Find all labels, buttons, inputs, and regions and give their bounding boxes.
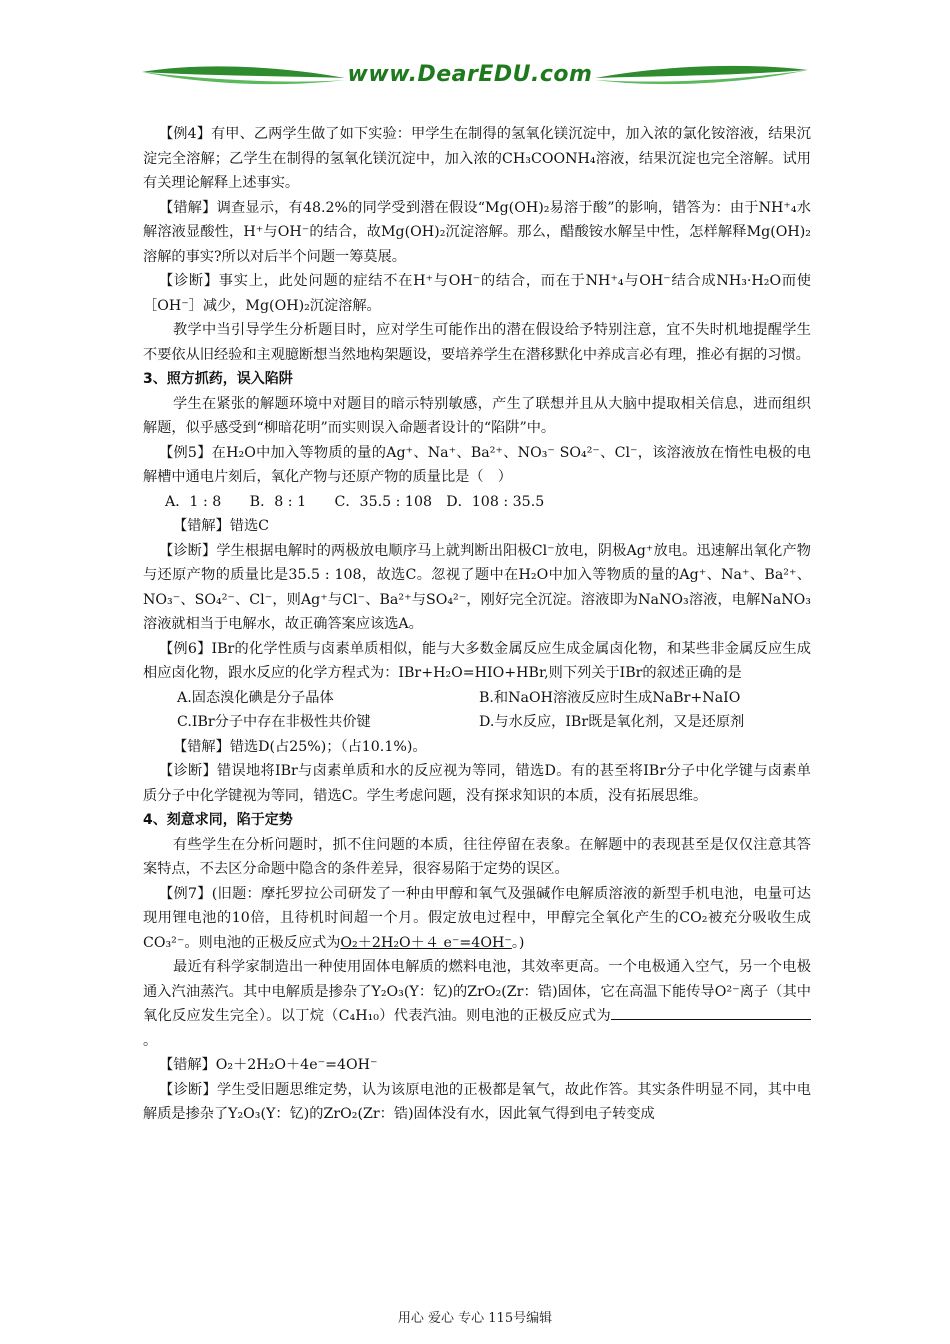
example-6-option-b: B.和NaOH溶液反应时生成NaBr+NaIO [479, 689, 741, 706]
example-7-question-text: 【例7】(旧题：摩托罗拉公司研发了一种由甲醇和氧气及强碱作电解质溶液的新型手机电池，电量可达现用锂电池的10倍，且待机时间超一个月。假定放电过程中，甲醇完全氧化产生的CO₂被充分吸收生成CO₃²⁻。则电池的正极反应式为 [143, 885, 811, 951]
example-6-option-c: C.IBr分子中存在非极性共价键 [177, 714, 371, 730]
answer-blank[interactable] [611, 1005, 811, 1020]
section-3-text: 学生在紧张的解题环境中对题目的暗示特别敏感，产生了联想并且从大脑中提取相关信息，进而组织解题，似乎感受到“柳暗花明”而实则误入命题者设计的“陷阱”中。 [143, 395, 811, 436]
example-6-diagnosis: 【诊断】错误地将IBr与卤素单质和水的反应视为等同，错选D。有的甚至将IBr分子中化学键与卤素单质分子中化学键视为等同，错选C。学生考虑问题，没有探求知识的本质，没有拓展思维。 [143, 763, 811, 804]
example-4-wrong-answer: 【错解】调查显示，有48.2%的同学受到潜在假设“Mg(OH)₂易溶于酸”的影响，错答为：由于NH⁺₄水解溶液显酸性，H⁺与OH⁻的结合，故Mg(OH)₂沉淀溶解。那么，醋酸铵水解呈中性，怎样解释Mg(OH)₂溶解的事实?所以对后半个问题一筹莫展。 [143, 199, 811, 265]
site-logo-text: www.DearEDU.com [347, 62, 593, 87]
example-4-question: 【例4】有甲、乙两学生做了如下实验：甲学生在制得的氢氧化镁沉淀中，加入浓的氯化铵溶液，结果沉淀完全溶解；乙学生在制得的氢氧化镁沉淀中，加入浓的CH₃COONH₄溶液，结果沉淀也完全溶解。试用有关理论解释上述事实。 [143, 126, 811, 191]
teaching-note: 教学中当引导学生分析题目时，应对学生可能作出的潜在假设给予特别注意，宜不失时机地提醒学生不要依从旧经验和主观臆断想当然地构架题设，要培养学生在潜移默化中养成言必有理，推必有据的习惯。 [143, 322, 811, 363]
example-6-options-row-1 [143, 686, 811, 711]
example-7-new-question-text: 最近有科学家制造出一种使用固体电解质的燃料电池，其效率更高。一个电极通入空气，另一个电极通入汽油蒸汽。其中电解质是掺杂了Y₂O₃(Y：钇)的ZrO₂(Zr：锆)固体，它在高温下能传导O²⁻离子（其中氧化反应发生完全）。以丁烷（C₄H₁₀）代表汽油。则电池的正极反应式为 [143, 959, 811, 1024]
example-7-new-question-end: 。 [143, 1032, 158, 1049]
example-6-option-d: D.与水反应，IBr既是氧化剂，又是还原剂 [479, 714, 745, 730]
example-6-options-row-2 [143, 710, 811, 735]
example-6-option-a: A.固态溴化碘是分子晶体 [177, 689, 334, 706]
example-5-question: 【例5】在H₂O中加入等物质的量的Ag⁺、Na⁺、Ba²⁺、NO₃⁻ SO₄²⁻、Cl⁻，该溶液放在惰性电极的电解槽中通电片刻后，氧化产物与还原产物的质量比是（ ） [143, 444, 811, 485]
section-3-title: 3、照方抓药，误入陷阱 [143, 371, 293, 387]
example-5-wrong-answer: 【错解】错选C [173, 518, 269, 534]
example-7-question [143, 882, 811, 956]
section-4-title: 4、刻意求同，陷于定势 [143, 812, 293, 828]
example-5-options: A．1 : 8 B．8 : 1 C．35.5 : 108 D．108 : 35.5 [165, 493, 545, 510]
section-4-text: 有些学生在分析问题时，抓不住问题的本质，往往停留在表象。在解题中的表现甚至是仅仅注意其答案特点，不去区分命题中隐含的条件差异，很容易陷于定势的误区。 [143, 836, 811, 877]
example-7-question-end: 。) [511, 934, 525, 951]
example-7-answer: O₂＋2H₂O＋４ e⁻=4OH⁻ [340, 934, 512, 951]
document-body [143, 122, 811, 1127]
example-7-wrong-answer: 【错解】O₂＋2H₂O＋4e⁻=4OH⁻ [159, 1057, 378, 1073]
example-6-wrong-answer: 【错解】错选D(占25%)；（占10.1%)。 [173, 738, 427, 755]
example-4-diagnosis: 【诊断】事实上，此处问题的症结不在H⁺与OH⁻的结合，而在于NH⁺₄与OH⁻结合成NH₃·H₂O而使［OH⁻］减少，Mg(OH)₂沉淀溶解。 [143, 273, 811, 314]
page-footer: 用心 爱心 专心 115号编辑 [397, 1311, 553, 1326]
example-7-new-question [143, 955, 811, 1053]
example-7-diagnosis: 【诊断】学生受旧题思维定势，认为该原电池的正极都是氧气，故此作答。其实条件明显不同，其中电解质是掺杂了Y₂O₃(Y：钇)的ZrO₂(Zr：锆)固体没有水，因此氧气得到电子转变成 [143, 1081, 811, 1122]
page-header [140, 58, 810, 98]
example-5-diagnosis: 【诊断】学生根据电解时的两极放电顺序马上就判断出阳极Cl⁻放电，阴极Ag⁺放电。迅速解出氧化产物与还原产物的质量比是35.5 : 108，故选C。忽视了题中在H₂O中加入等物质的量的Ag⁺、Na⁺、Ba²⁺、NO₃⁻、SO₄²⁻、Cl⁻，则Ag⁺与Cl⁻、Ba²⁺与SO₄²⁻，刚好完全沉淀。溶液即为NaNO₃溶液，电解NaNO₃溶液就相当于电解水，故正确答案应该选A。 [143, 542, 811, 632]
example-6-question: 【例6】IBr的化学性质与卤素单质相似，能与大多数金属反应生成金属卤化物，和某些非金属反应生成相应卤化物，跟水反应的化学方程式为：IBr+H₂O=HIO+HBr,则下列关于IBr的叙述正确的是 [143, 640, 811, 681]
